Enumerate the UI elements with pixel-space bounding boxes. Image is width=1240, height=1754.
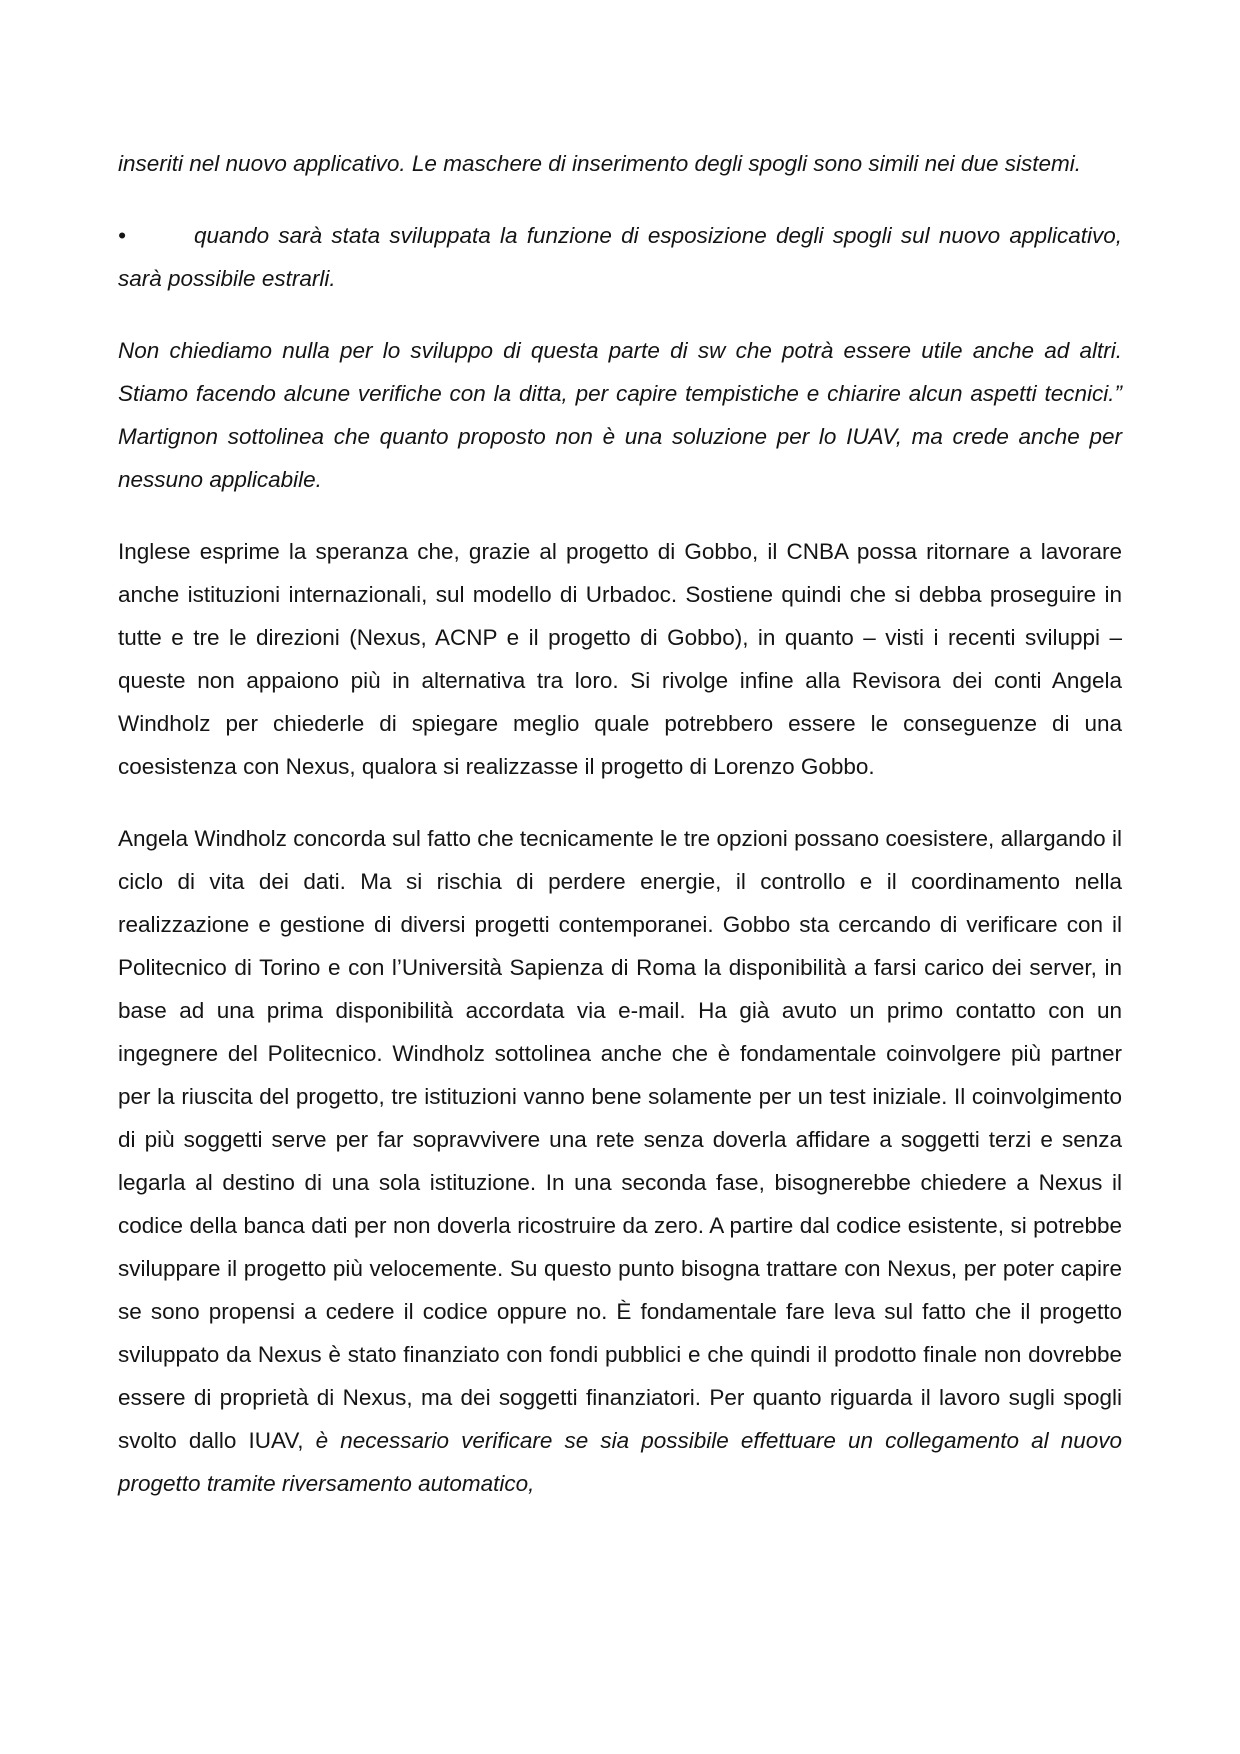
bullet-item [118, 214, 1122, 300]
paragraph-5 [118, 817, 1122, 1505]
paragraph-5-italic-text: è necessario verificare se sia possibile effettuare un collegamento al nuovo progetto tramite riversamento automatico, [118, 1428, 1122, 1496]
bullet-icon: • [118, 223, 126, 248]
paragraph-1: inseriti nel nuovo applicativo. Le maschere di inserimento degli spogli sono simili nei due sistemi. [118, 151, 1081, 176]
paragraph-3: Non chiediamo nulla per lo sviluppo di questa parte di sw che potrà essere utile anche ad altri. Stiamo facendo alcune verifiche con la ditta, per capire tempistiche e chiarire alcun aspetti tecnici.” Martignon sottolinea che quanto proposto non è una soluzione per lo IUAV, ma crede anche per nessuno applicabile. [118, 338, 1122, 492]
paragraph-5-text: Angela Windholz concorda sul fatto che tecnicamente le tre opzioni possano coesistere, allargando il ciclo di vita dei dati. Ma si rischia di perdere energie, il controllo e il coordinamento nella realizzazione e gestione di diversi progetti contemporanei. Gobbo sta cercando di verificare con il Politecnico di Torino e con l’Università Sapienza di Roma la disponibilità a farsi carico dei server, in base ad una prima disponibilità accordata via e-mail. Ha già avuto un primo contatto con un ingegnere del Politecnico. Windholz sottolinea anche che è fondamentale coinvolgere più partner per la riuscita del progetto, tre istituzioni vanno bene solamente per un test iniziale. Il coinvolgimento di più soggetti serve per far sopravvivere una rete senza doverla affidare a soggetti terzi e senza legarla al destino di una sola istituzione. In una seconda fase, bisognerebbe chiedere a Nexus il codice della banca dati per non doverla ricostruire da zero. A partire dal codice esistente, si potrebbe sviluppare il progetto più velocemente. Su questo punto bisogna trattare con Nexus, per poter capire se sono propensi a cedere il codice oppure no. È fondamentale fare leva sul fatto che il progetto sviluppato da Nexus è stato finanziato con fondi pubblici e che quindi il prodotto finale non dovrebbe essere di proprietà di Nexus, ma dei soggetti finanziatori. Per quanto riguarda il lavoro sugli spogli svolto dallo IUAV, [118, 826, 1122, 1453]
paragraph-4: Inglese esprime la speranza che, grazie al progetto di Gobbo, il CNBA possa ritornare a lavorare anche istituzioni internazionali, sul modello di Urbadoc. Sostiene quindi che si debba proseguire in tutte e tre le direzioni (Nexus, ACNP e il progetto di Gobbo), in quanto – visti i recenti sviluppi – queste non appaiono più in alternativa tra loro. Si rivolge infine alla Revisora dei conti Angela Windholz per chiederle di spiegare meglio quale potrebbero essere le conseguenze di una coesistenza con Nexus, qualora si realizzasse il progetto di Lorenzo Gobbo. [118, 539, 1122, 779]
bullet-item-text: quando sarà stata sviluppata la funzione di esposizione degli spogli sul nuovo applicativo, sarà possibile estrarli. [118, 223, 1122, 291]
document-page [118, 142, 1122, 1505]
